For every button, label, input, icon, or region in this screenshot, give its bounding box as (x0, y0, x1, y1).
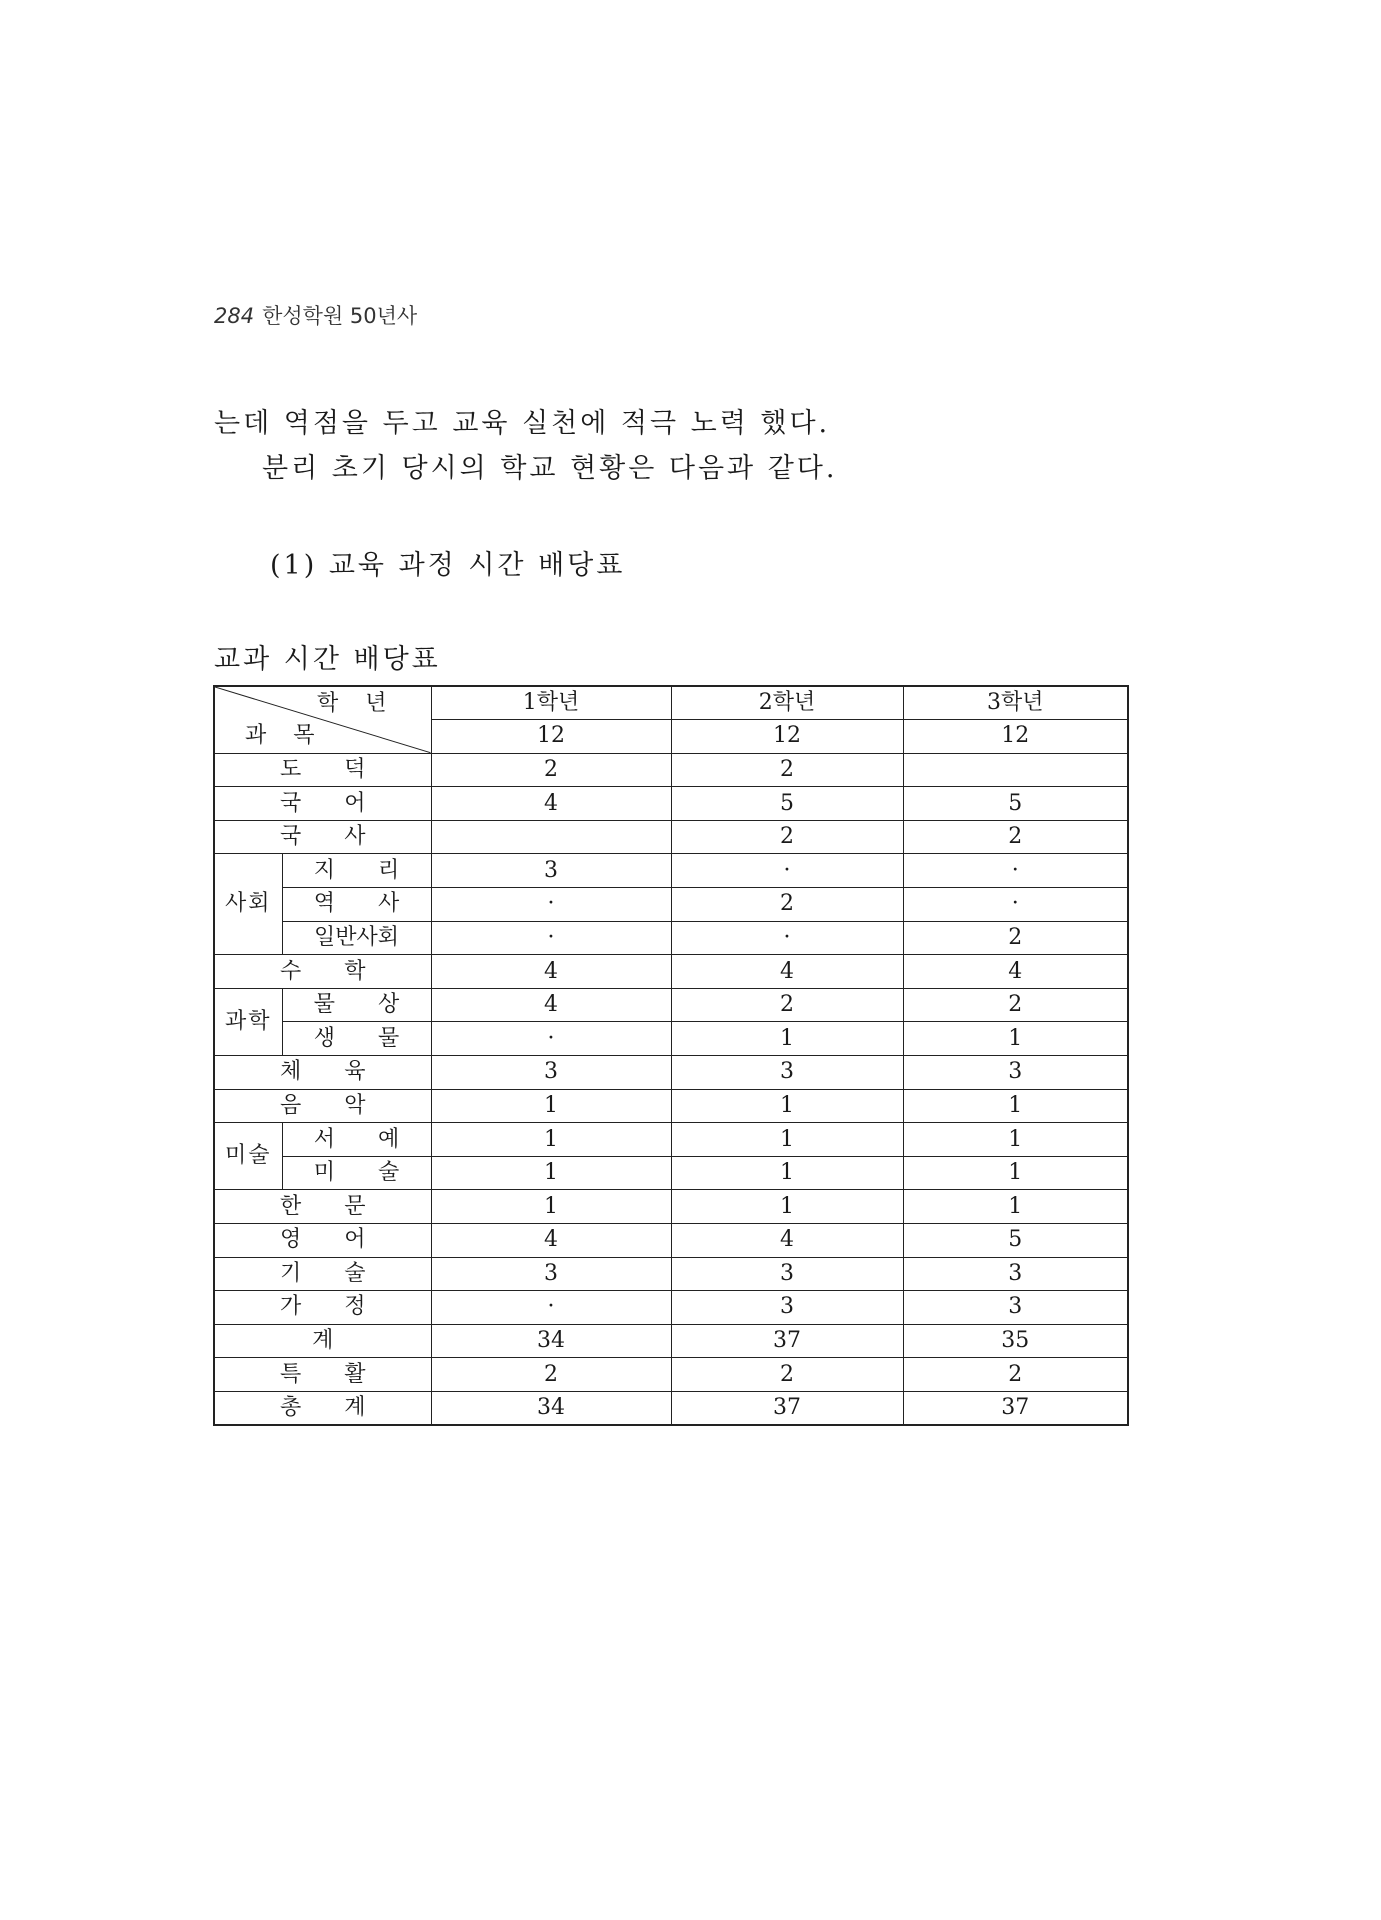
running-head (214, 300, 417, 330)
table-caption: 교과 시간 배당표 (214, 644, 441, 675)
table-cell: 2 (671, 1358, 903, 1392)
table-cell: 4 (431, 955, 671, 989)
table-cell: · (431, 888, 671, 922)
table-row (214, 787, 1128, 821)
table-row (214, 988, 1128, 1022)
table-cell: 5 (671, 787, 903, 821)
table-cell: 2 (431, 753, 671, 787)
subject-label: 국 사 (214, 820, 431, 854)
base-hours: 12 (671, 720, 903, 754)
table-row (214, 1056, 1128, 1090)
paragraph-line-1: 는데 역점을 두고 교육 실천에 적극 노력 했다. (214, 408, 831, 439)
base-hours: 12 (903, 720, 1128, 754)
table-row (214, 955, 1128, 989)
table-row (214, 753, 1128, 787)
subject-label: 영 어 (214, 1224, 431, 1258)
table-row (214, 686, 1128, 720)
table-cell: 5 (903, 787, 1128, 821)
table-cell: 1 (431, 1089, 671, 1123)
table-cell: 5 (903, 1224, 1128, 1258)
table-cell: 3 (431, 1257, 671, 1291)
table-row (214, 1123, 1128, 1157)
subject-label: 생 물 (282, 1022, 431, 1056)
hours-table (213, 685, 1129, 1426)
table-cell: · (671, 921, 903, 955)
table-cell: 2 (903, 988, 1128, 1022)
table-cell: 1 (431, 1123, 671, 1157)
table-cell: 34 (431, 1324, 671, 1358)
table-row (214, 820, 1128, 854)
table-row (214, 1291, 1128, 1325)
subtotal-label: 계 (214, 1324, 431, 1358)
table-cell: 4 (903, 955, 1128, 989)
table-cell (431, 820, 671, 854)
table-cell: 1 (671, 1190, 903, 1224)
table-row (214, 1324, 1128, 1358)
table-row (214, 1257, 1128, 1291)
table-cell: 1 (671, 1156, 903, 1190)
subject-label: 서 예 (282, 1123, 431, 1157)
table-cell: 2 (671, 753, 903, 787)
table-row (214, 1358, 1128, 1392)
table-cell: 37 (671, 1391, 903, 1425)
table-cell: 1 (903, 1089, 1128, 1123)
table-cell: 3 (671, 1291, 903, 1325)
subject-label: 체 육 (214, 1056, 431, 1090)
table-cell: 1 (671, 1089, 903, 1123)
table-cell: 3 (903, 1056, 1128, 1090)
subject-label: 물 상 (282, 988, 431, 1022)
subject-label: 역 사 (282, 888, 431, 922)
subject-label: 특 활 (214, 1358, 431, 1392)
table-row (214, 888, 1128, 922)
section-heading: (1) 교육 과정 시간 배당표 (270, 550, 626, 581)
base-hours: 12 (431, 720, 671, 754)
page-number: 284 (214, 304, 255, 328)
table-row (214, 1156, 1128, 1190)
subject-label: 기 술 (214, 1257, 431, 1291)
table-cell: 2 (671, 820, 903, 854)
table-row (214, 1391, 1128, 1425)
table-cell: 3 (671, 1056, 903, 1090)
table-cell: 3 (903, 1257, 1128, 1291)
table-cell: 3 (431, 854, 671, 888)
paragraph-line-2: 분리 초기 당시의 학교 현황은 다음과 같다. (262, 453, 838, 484)
table-row (214, 1190, 1128, 1224)
subject-label: 국 어 (214, 787, 431, 821)
table-cell: · (903, 854, 1128, 888)
subject-label: 한 문 (214, 1190, 431, 1224)
table-cell (903, 753, 1128, 787)
table-cell: 2 (903, 820, 1128, 854)
subject-label: 일반사회 (282, 921, 431, 955)
table-cell: 34 (431, 1391, 671, 1425)
table-cell: 2 (903, 921, 1128, 955)
table-cell: 35 (903, 1324, 1128, 1358)
group-label-art: 미술 (214, 1123, 282, 1190)
table-row (214, 1022, 1128, 1056)
subject-label: 미 술 (282, 1156, 431, 1190)
book-title: 한성학원 50년사 (262, 304, 418, 328)
table-cell: 1 (903, 1190, 1128, 1224)
table-cell: 2 (431, 1358, 671, 1392)
table-cell: 3 (431, 1056, 671, 1090)
subject-label: 지 리 (282, 854, 431, 888)
table-row (214, 854, 1128, 888)
table-cell: 2 (903, 1358, 1128, 1392)
subject-label: 가 정 (214, 1291, 431, 1325)
grade-label: 학 년 (317, 691, 397, 716)
table-cell: 1 (671, 1123, 903, 1157)
table-cell: 4 (431, 1224, 671, 1258)
table-cell: 1 (431, 1190, 671, 1224)
grade-header: 1학년 (431, 686, 671, 720)
group-label-social: 사회 (214, 854, 282, 955)
table-cell: · (903, 888, 1128, 922)
table-cell: · (671, 854, 903, 888)
table-cell: 4 (671, 955, 903, 989)
subject-label: 도 덕 (214, 753, 431, 787)
table-cell: 3 (671, 1257, 903, 1291)
subject-label: 음 악 (214, 1089, 431, 1123)
grade-header: 2학년 (671, 686, 903, 720)
diagonal-header-cell (214, 686, 431, 753)
table-cell: 2 (671, 888, 903, 922)
total-label: 총 계 (214, 1391, 431, 1425)
table-cell: 2 (671, 988, 903, 1022)
table-row (214, 1089, 1128, 1123)
group-label-science: 과학 (214, 988, 282, 1055)
table-cell: 3 (903, 1291, 1128, 1325)
table-cell: 37 (671, 1324, 903, 1358)
table-cell: · (431, 921, 671, 955)
table-cell: 1 (431, 1156, 671, 1190)
table-cell: 1 (903, 1022, 1128, 1056)
table-cell: 4 (431, 988, 671, 1022)
table-cell: 4 (671, 1224, 903, 1258)
table-row (214, 1224, 1128, 1258)
table-cell: 1 (903, 1123, 1128, 1157)
table-cell: 37 (903, 1391, 1128, 1425)
table-cell: · (431, 1291, 671, 1325)
subject-label: 과 목 (245, 722, 325, 748)
grade-header: 3학년 (903, 686, 1128, 720)
subject-label: 수 학 (214, 955, 431, 989)
table-cell: 1 (903, 1156, 1128, 1190)
table-row (214, 921, 1128, 955)
table-cell: · (431, 1022, 671, 1056)
table-cell: 1 (671, 1022, 903, 1056)
table-cell: 4 (431, 787, 671, 821)
